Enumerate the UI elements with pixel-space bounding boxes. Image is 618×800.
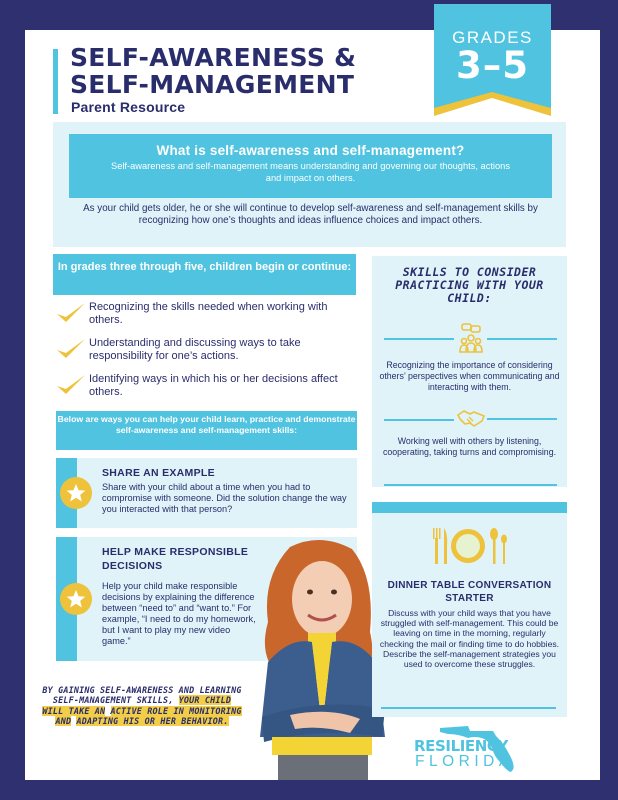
- definition-box: [69, 134, 552, 198]
- skills-heading: SKILLS TO CONSIDER PRACTICING WITH YOUR CHILD:: [395, 265, 544, 305]
- closing-quote: [42, 685, 242, 726]
- ways-section-heading: Below are ways you can help your child learn, practice and demonstrate self-awareness and self-management skills:: [56, 411, 357, 450]
- grades-range: 3–5: [456, 44, 529, 87]
- check-list-item: [56, 373, 356, 409]
- check-list: [56, 301, 356, 409]
- star-icon: [66, 483, 86, 503]
- check-item-text: Recognizing the skills needed when working with others.: [89, 301, 328, 326]
- page-title: [70, 44, 356, 98]
- tip-title: HELP MAKE RESPONSIBLE DECISIONS: [102, 546, 249, 572]
- tip-card-share-example: [56, 458, 357, 528]
- skill-text: Working well with others by listening, cooperating, taking turns and compromising.: [382, 436, 557, 457]
- tip-title: SHARE AN EXAMPLE: [102, 467, 215, 479]
- child-photo: [250, 537, 390, 780]
- group-conversation-icon: [459, 323, 483, 354]
- grades-section-heading: In grades three through five, children begin or continue:: [53, 254, 356, 295]
- quote-highlight: ACTIVE ROLE IN MONITORING AND: [55, 705, 242, 726]
- quote-highlight: ADAPTING HIS OR HER BEHAVIOR.: [76, 715, 229, 726]
- check-item-text: Identifying ways in which his or her decisions affect others.: [89, 373, 338, 398]
- intro-body: As your child gets older, he or she will continue to develop self-awareness and self-management skills by recognizing how one’s thoughts and ideas influence choices and impact others.: [83, 203, 538, 226]
- tip-text: Help your child make responsible decisions by explaining the difference between “need to” and “want to.” For example, “I need to do my homework, but I want to play my new video game.”: [102, 581, 256, 646]
- handshake-icon: [457, 409, 485, 427]
- definition-heading: What is self-awareness and self-management?: [156, 143, 465, 158]
- check-list-item: [56, 301, 356, 337]
- definition-text: Self-awareness and self-management means understanding and governing our thoughts, actions and impact on others.: [111, 161, 510, 183]
- title-line-1: SELF-AWARENESS &: [70, 43, 357, 72]
- checkmark-icon: [56, 338, 86, 360]
- divider: [384, 338, 454, 340]
- dinner-text: Discuss with your child ways that you have struggled with self-management. This could be leaving on time in the morning, regularly checking the mail or finding time to do hobbies. Describe the self-management strategies you used to overcome these struggles.: [379, 608, 560, 670]
- logo-word-florida: FLORIDA: [415, 753, 514, 770]
- dinner-top-bar: [372, 502, 567, 513]
- divider: [384, 484, 557, 486]
- star-badge: [60, 477, 92, 509]
- skill-text: Recognizing the importance of considering others’ perspectives when communicating and interacting with them.: [379, 360, 560, 392]
- checkmark-icon: [56, 302, 86, 324]
- grades-ribbon: [434, 4, 551, 114]
- logo-word-resiliency: RESILIENCY: [414, 737, 508, 755]
- title-line-2: SELF-MANAGEMENT: [70, 70, 355, 99]
- check-list-item: [56, 337, 356, 373]
- star-icon: [66, 589, 86, 609]
- divider: [381, 707, 556, 709]
- tip-text: Share with your child about a time when you had to compromise with someone. Did the solution change the way you interacted with that person?: [102, 482, 347, 514]
- grades-label: GRADES: [452, 28, 533, 47]
- skills-section: [372, 256, 567, 487]
- divider: [487, 338, 557, 340]
- quote-highlight: YOUR CHILD WILL TAKE AN: [42, 695, 232, 716]
- dinner-table-section: [372, 502, 567, 717]
- quote-plain: BY GAINING SELF-AWARENESS AND LEARNING SELF-MANAGEMENT SKILLS,: [42, 685, 242, 706]
- divider: [384, 419, 454, 421]
- page-subtitle: Parent Resource: [71, 99, 186, 115]
- checkmark-icon: [56, 374, 86, 396]
- title-accent-bar: [53, 49, 58, 114]
- dinner-title: DINNER TABLE CONVERSATION STARTER: [387, 580, 552, 604]
- divider: [487, 418, 557, 420]
- place-setting-icon: [431, 526, 511, 566]
- child-illustration: [250, 537, 390, 780]
- check-item-text: Understanding and discussing ways to take responsibility for one’s actions.: [89, 337, 301, 362]
- resiliency-florida-logo: [410, 722, 530, 774]
- star-badge: [60, 583, 92, 615]
